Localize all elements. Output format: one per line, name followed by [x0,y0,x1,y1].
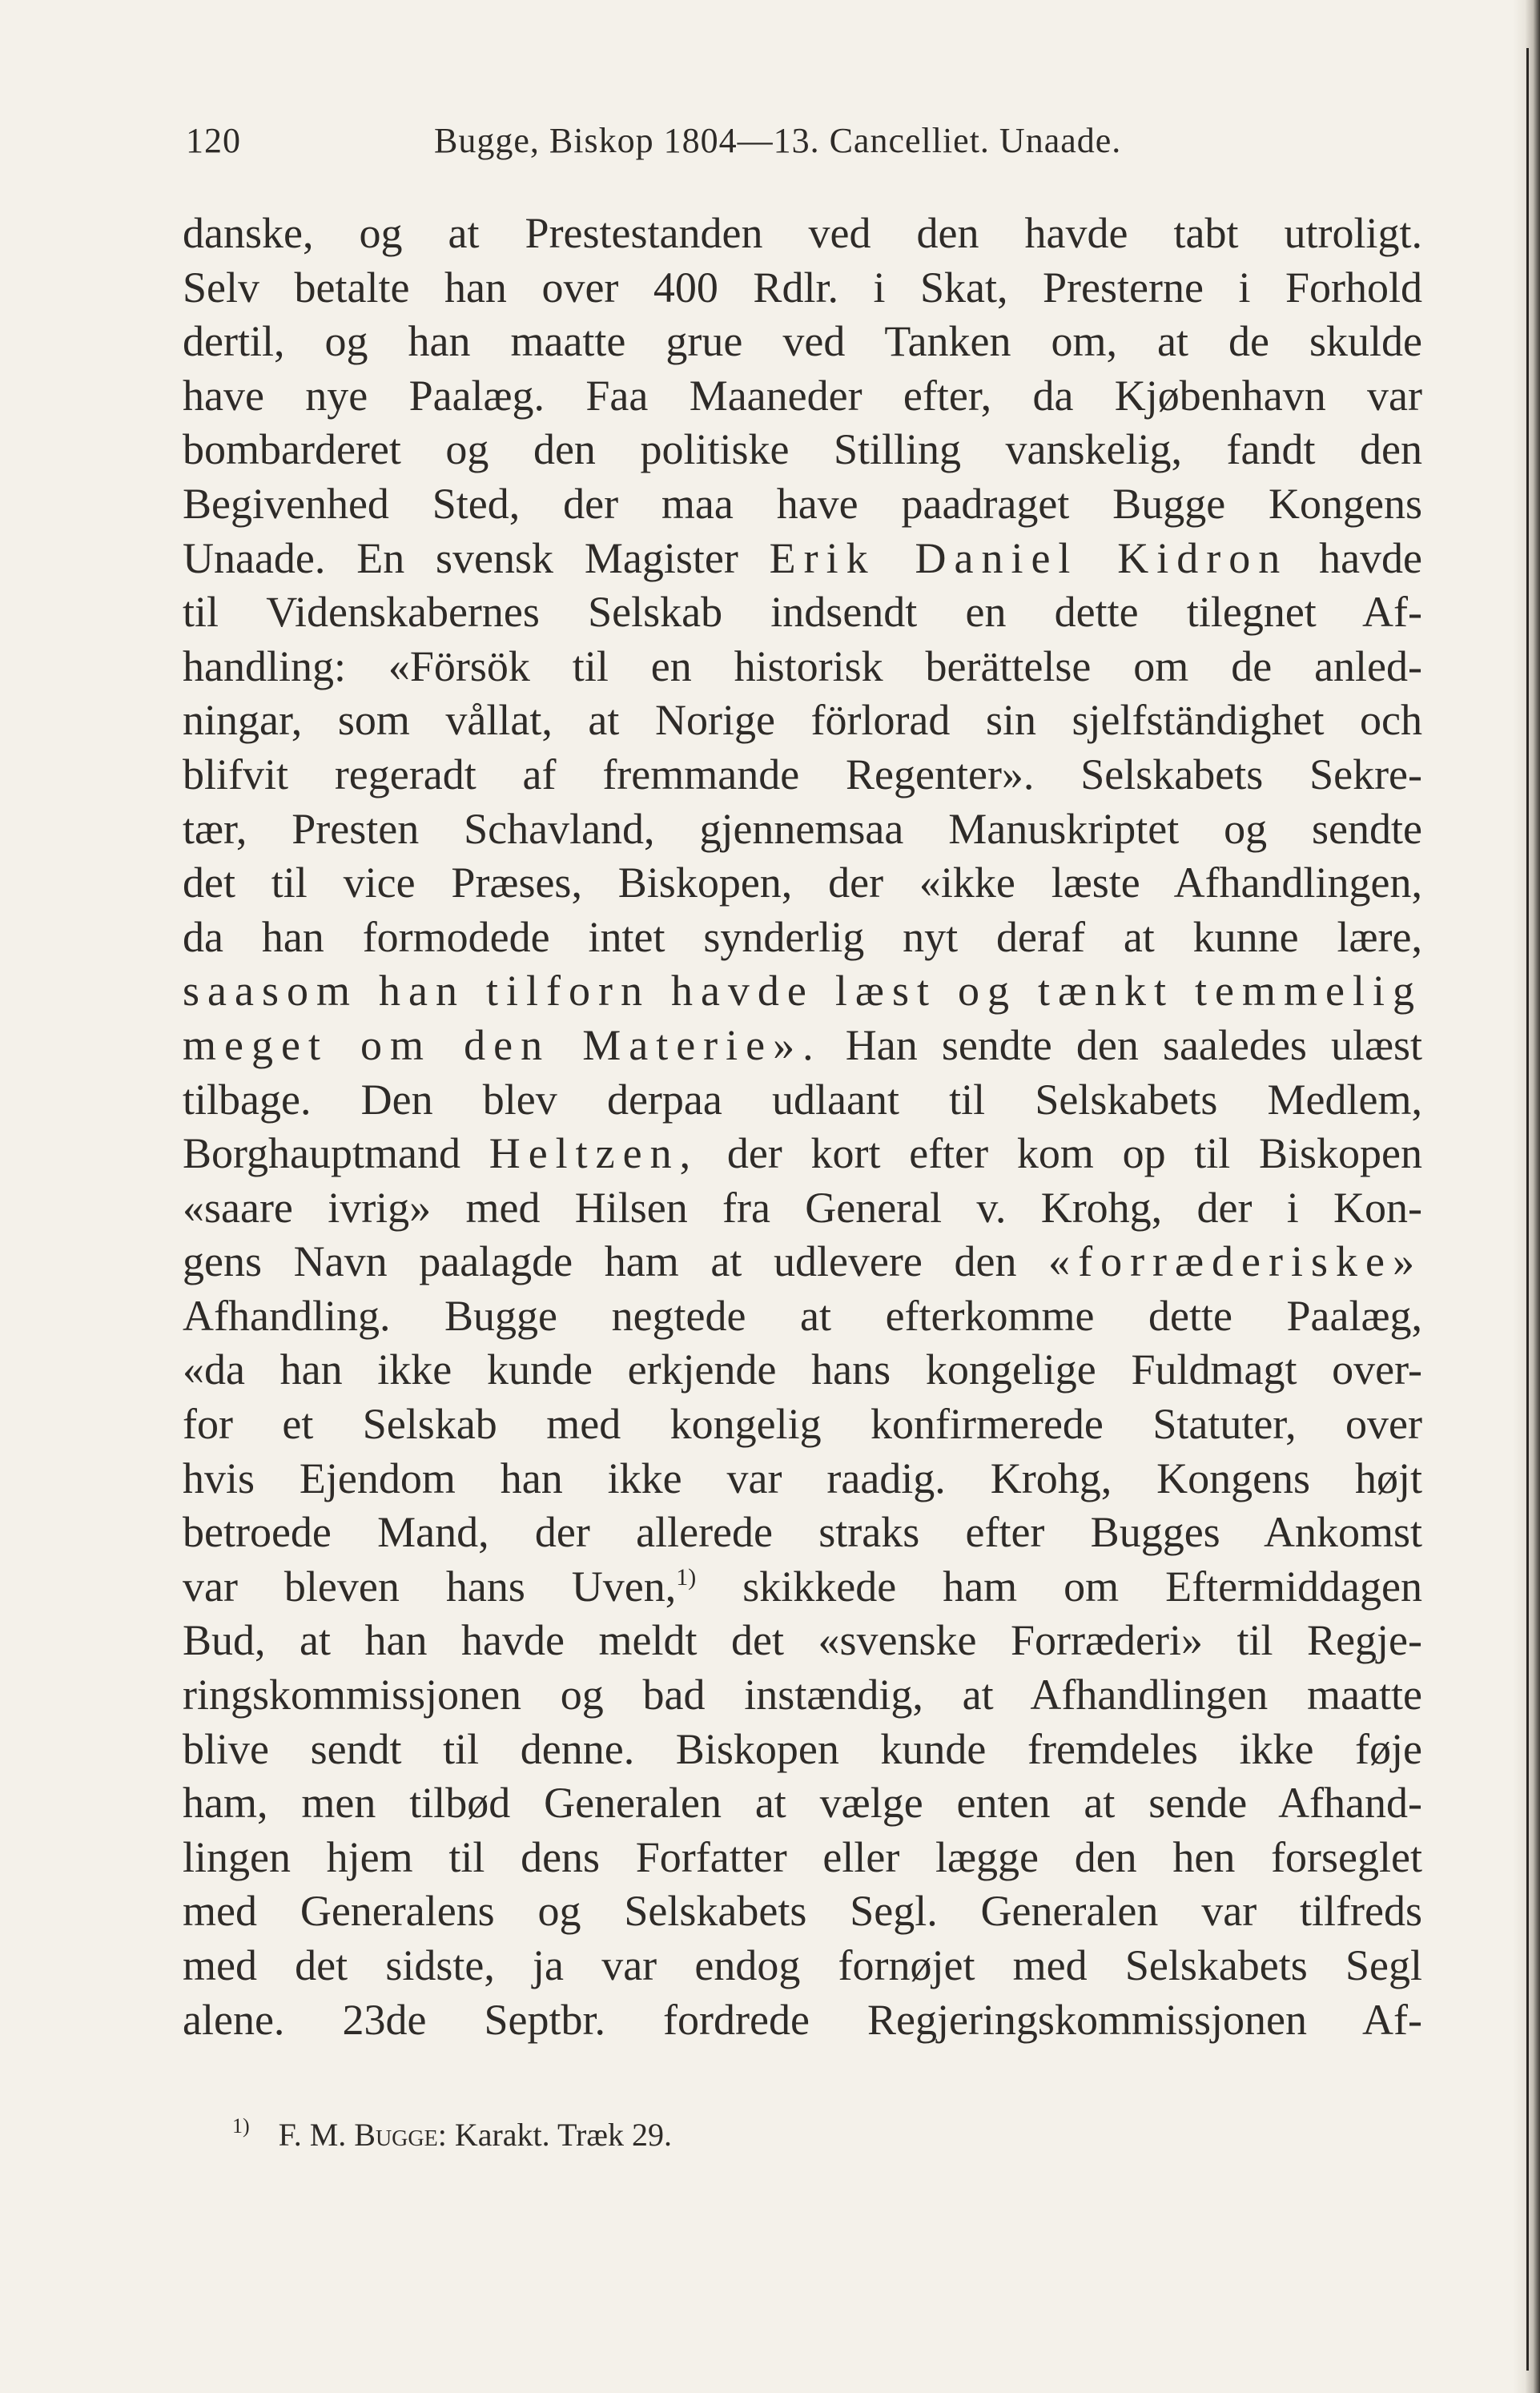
page-number: 120 [186,121,241,160]
footnote [232,2114,672,2154]
footnote-mark: 1) [232,2114,250,2138]
text-line: for et Selskab med kongelig konfirmerede Statuter, over [183,1400,1422,1449]
spaced-name: Erik Daniel Kidron [769,533,1289,582]
binding-edge-line [1526,48,1529,2371]
text-line: danske, og at Prestestanden ved den havde tabt utroligt. [183,209,1422,257]
text-line [183,1019,1422,1073]
text-line: betroede Mand, der allerede straks efter Bugges Ankomst [183,1508,1422,1557]
text-line: «da han ikke kunde erkjende hans kongelige Fuldmagt over- [183,1345,1422,1394]
text-line: blifvit regeradt af fremmande Regenter». Selskabets Sekre- [183,750,1422,798]
text-line: da han formodede intet synderlig nyt deraf at kunne lære, [183,912,1422,961]
text-line [183,1127,1422,1181]
text-line: dertil, og han maatte grue ved Tanken om, at de skulde [183,317,1422,366]
text-segment: var bleven hans Uven, [183,1562,677,1611]
text-segment: gens Navn paalagde ham at udlevere den [183,1237,1017,1286]
text-line: Begivenhed Sted, der maa have paadraget Bugge Kongens [183,479,1422,528]
text-line: ningar, som vållat, at Norige förlorad sin sjelfständighet och [183,696,1422,745]
footnote-author: F. M. Bugge: [278,2117,447,2153]
text-line: med det sidste, ja var endog fornøjet med Selskabets Segl [183,1941,1422,1989]
text-segment: havde [1319,533,1423,582]
spaced-quote: meget om den Materie». [183,1020,822,1069]
text-line-spaced: saasom han tilforn havde læst og tænkt temmelig [183,967,1422,1016]
text-line: lingen hjem til dens Forfatter eller lægge den hen forseglet [183,1832,1422,1881]
footnote-text: Karakt. Træk 29. [454,2117,672,2153]
text-line: det til vice Præses, Biskopen, der «ikke læste Afhandlingen, [183,859,1422,907]
text-segment: Unaade. En svensk Magister [183,533,738,582]
page-header [186,120,1307,168]
spaced-word: «forræderiske» [1048,1237,1422,1286]
text-line: alene. 23de Septbr. fordrede Regjeringskommissjonen Af- [183,1995,1422,2044]
text-segment: Han sendte den saaledes ulæst [845,1020,1422,1069]
text-segment: der kort efter kom op til Biskopen [726,1129,1423,1178]
text-line: med Generalens og Selskabets Segl. Generalen var tilfreds [183,1887,1422,1936]
text-line: «saare ivrig» med Hilsen fra General v. Krohg, der i Kon- [183,1183,1422,1232]
spaced-name: Heltzen, [489,1129,699,1178]
text-line: ringskommissjonen og bad instændig, at Afhandlingen maatte [183,1671,1422,1719]
running-head: Bugge, Biskop 1804—13. Cancelliet. Unaade. [434,121,1122,160]
text-line: have nye Paalæg. Faa Maaneder efter, da Kjøbenhavn var [183,371,1422,420]
text-line: blive sendt til denne. Biskopen kunde fremdeles ikke føje [183,1724,1422,1773]
text-line [183,1560,1422,1615]
text-line [183,532,1422,586]
text-line: tilbage. Den blev derpaa udlaant til Selskabets Medlem, [183,1075,1422,1124]
text-line: tær, Presten Schavland, gjennemsaa Manuskriptet og sendte [183,804,1422,853]
text-line [183,1235,1422,1289]
text-line: Afhandling. Bugge negtede at efterkomme dette Paalæg, [183,1291,1422,1340]
text-line: til Videnskabernes Selskab indsendt en dette tilegnet Af- [183,588,1422,637]
footnote-reference: 1) [676,1563,697,1591]
text-line: bombarderet og den politiske Stilling vanskelig, fandt den [183,425,1422,474]
text-line: hvis Ejendom han ikke var raadig. Krohg, Kongens højt [183,1454,1422,1502]
text-line: Bud, at han havde meldt det «svenske Forræderi» til Regje- [183,1616,1422,1665]
text-line: handling: «Försök til en historisk berättelse om de anled- [183,641,1422,690]
text-segment: Borghauptmand [183,1129,460,1178]
body-text [183,207,1422,2047]
text-segment: skikkede ham om Eftermiddagen [742,1562,1422,1611]
text-line: Selv betalte han over 400 Rdlr. i Skat, Presterne i Forhold [183,263,1422,312]
text-line: ham, men tilbød Generalen at vælge enten at sende Afhand- [183,1779,1422,1828]
